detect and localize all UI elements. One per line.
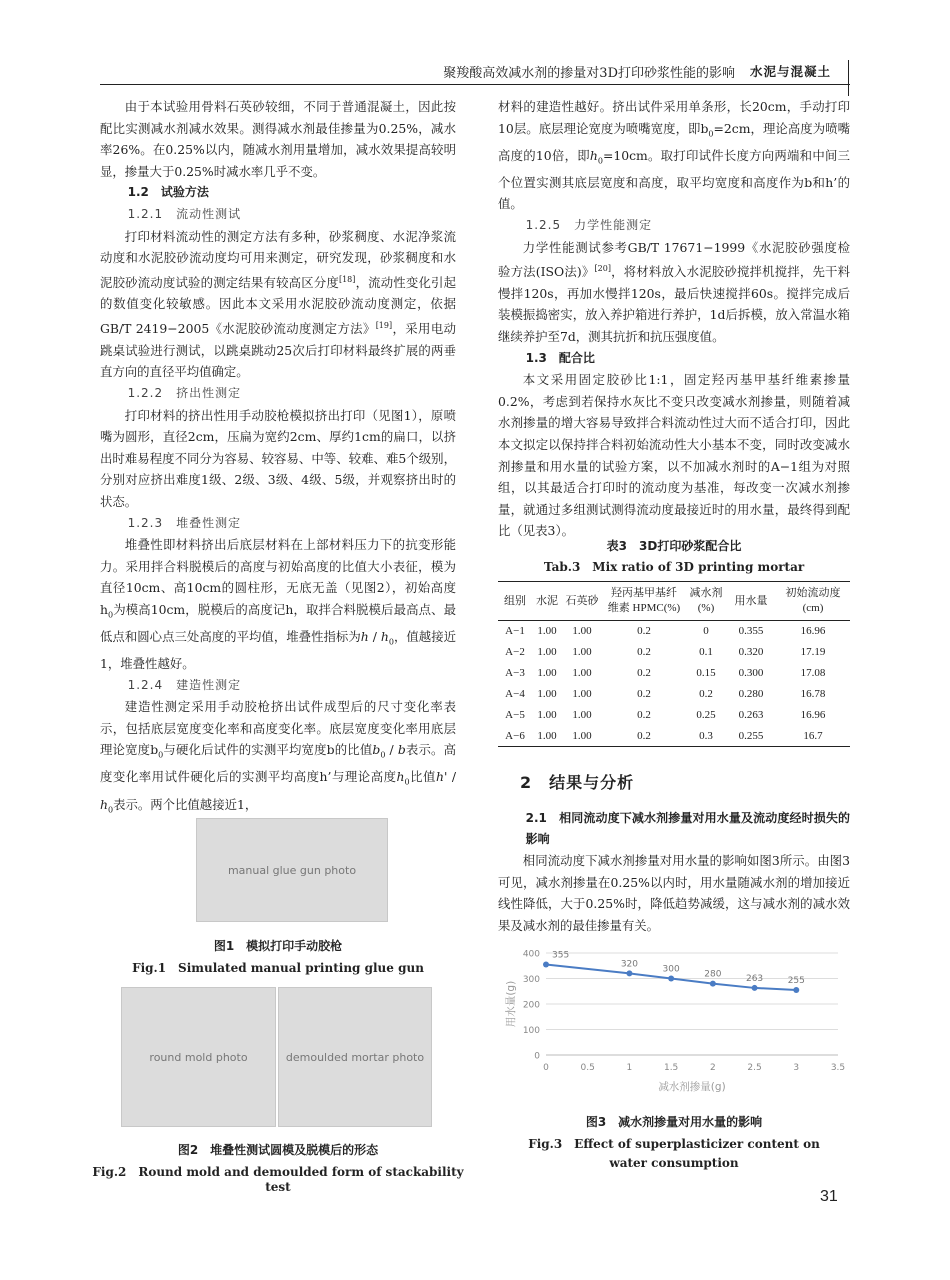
heading-1-2-4: 1.2.4 建造性测定 [127,677,242,692]
header-vertical-rule [848,60,849,96]
heading-2-1: 2.1 相同流动度下减水剂掺量对用水量及流动度经时损失的影响 [525,811,850,846]
ref-19: [19] [375,321,393,331]
data-point [710,981,716,987]
heading-1-2: 1.2 试验方法 [127,185,209,200]
paragraph-buildability-cont: 材料的建造性越好。挤出试件采用单条形，长20cm，手动打印10层。底层理论宽度为喷嘴宽度，即$b_0=2cm$，理论高度为喷嘴高度的10倍，即$h_0=10cm$。取打印试件长度方向两端和中间三个位置实测其底层宽度和高度，取平均宽度和高度作为b和h’的值。 [498,99,850,212]
paragraph-sp-effect: 由于本试验用骨料石英砂较细，不同于普通混凝土，因此按配比实测减水剂减水效果。测得减水剂最佳掺量为0.25%，减水率26%。在0.25%以内，随减水剂用量增加，减水效果提高较明显，掺量大于0.25%时减水率几乎不变。 [100,99,456,179]
figure1-caption-en: Fig.1 Simulated manual printing glue gun [132,961,424,975]
x-tick-label: 1 [626,1063,633,1073]
table-row: A−6 1.00 1.00 0.2 0.3 0.255 16.7 [498,726,850,747]
data-label: 320 [620,959,639,970]
data-point [543,961,549,967]
data-label: 263 [745,973,764,984]
table-header-row [498,582,850,621]
col-cement: 水泥 [532,582,562,621]
header-rule [100,84,850,85]
x-tick-label: 0.5 [580,1063,595,1073]
table-row: A−3 1.00 1.00 0.2 0.15 0.300 17.08 [505,667,826,679]
paragraph-buildability: 建造性测定采用手动胶枪挤出试件成型后的尺寸变化率表示，包括底层宽度变化率和高度变化率。底层宽度变化率用底层理论宽度$b_0$与硬化后试件的实测平均宽度b的比值$b_0$ / b表示。高度变化率用试件硬化后的实测平均高度h’与理论高度$h_0$比值h' / $h_0$表示。两个比值越接近1， [100,699,456,814]
table3 [498,581,850,747]
table-row: A−4 1.00 1.00 0.2 0.2 0.280 16.78 [505,688,826,700]
data-label: 255 [787,975,805,986]
table-row: A−1 1.00 1.00 0.2 0 0.355 16.96 [505,625,826,638]
x-axis-label: 减水剂掺量(g) [658,1081,726,1093]
y-axis-label: 用水量(g) [505,980,517,1028]
left-column [100,96,456,821]
ref-20: [20] [594,264,611,274]
heading-1-2-1: 1.2.1 流动性测试 [127,206,242,221]
figure3-caption-zh: 图3 减水剂掺量对用水量的影响 [585,1115,763,1129]
figure3-caption-en-1: Fig.3 Effect of superplasticizer content on [528,1137,820,1151]
col-group: 组别 [498,582,532,621]
y-tick-label: 100 [522,1026,540,1036]
paragraph-fluidity: 打印材料流动性的测定方法有多种，砂浆稠度、水泥净浆流动度和水泥胶砂流动度均可用来测定，研究发现，砂浆稠度和水泥胶砂流动度试验的测定结果有较高区分度[18]，流动性变化引起的数值变化较敏感。因此本文采用水泥胶砂流动度测定，依据GB/T 2419−2005《水泥胶砂流动度测定方法》[19]，采用电动跳桌试验进行测试，以跳桌跳动25次后打印材料最终扩展的两垂直方向的直径平均值确定。 [100,228,457,380]
figure2-caption-en: Fig.2 Round mold and demoulded form of stackability test [92,1165,464,1194]
x-tick-label: 2 [709,1063,716,1073]
col-hpmc: 羟丙基甲基纤 维素 HPMC(%) [602,582,686,621]
section2-body [498,808,850,936]
data-label: 300 [662,964,680,975]
heading-1-2-3: 1.2.3 堆叠性测定 [127,515,242,530]
col-flow: 初始流动度 (cm) [776,582,850,621]
heading-1-2-2: 1.2.2 挤出性测定 [127,385,242,400]
data-point [668,976,674,982]
data-label: 280 [704,969,722,980]
table3-caption-zh: 表3 3D打印砂浆配合比 [606,539,742,553]
x-tick-label: 1.5 [663,1063,679,1073]
figure2-caption-zh: 图2 堆叠性测试圆模及脱模后的形态 [177,1143,379,1157]
col-superplasticizer: 减水剂 (%) [686,582,726,621]
heading-1-2-5: 1.2.5 力学性能测定 [525,217,653,232]
y-tick-label: 400 [522,949,540,960]
paragraph-mechanical: 力学性能测试参考GB/T 17671−1999《水泥胶砂强度检验方法(ISO法)》[20]，将材料放入水泥胶砂搅拌机搅拌，先干料慢拌120s，再加水慢拌120s，最后快速搅拌60s。搅拌完成后装模振捣密实，放入养护箱进行养护，1d后拆模，放入常温水箱继续养护至7d，测其抗折和抗压强度值。 [498,239,851,344]
data-point [793,987,799,993]
figure1-image: manual glue gun photo [196,818,388,922]
right-column [498,96,850,542]
table-row: A−2 1.00 1.00 0.2 0.1 0.320 17.19 [505,646,826,658]
heading-section-2: 2 结果与分析 [520,773,635,792]
figure2b-image: demoulded mortar photo [278,987,432,1127]
data-label: 355 [552,950,570,961]
page-number: 31 [820,1188,838,1205]
data-point [626,970,632,976]
paragraph-extrudability: 打印材料的挤出性用手动胶枪模拟挤出打印（见图1），原喷嘴为圆形，直径2cm，压扁为宽约2cm、厚约1cm的扁口，以挤出时难易程度不同分为容易、较容易、中等、较难、难5个级别，分别对应挤出难度1级、2级、3级、4级、5级，并观察挤出时的状态。 [100,407,456,509]
y-tick-label: 300 [522,975,540,985]
x-tick-label: 0 [543,1063,549,1073]
col-sand: 石英砂 [562,582,602,621]
x-tick-label: 3 [793,1063,800,1073]
x-tick-label: 2.5 [747,1063,762,1073]
table-row: A−5 1.00 1.00 0.2 0.25 0.263 16.96 [505,709,826,721]
figure3-chart [500,945,850,1100]
paragraph-stackability: 堆叠性即材料挤出后底层材料在上部材料压力下的抗变形能力。采用拌合料脱模后的高度与初始高度的比值大小表征，模为直径10cm、高10cm的圆柱形，无底无盖（见图2），初始高度$h_0$为模高10cm，脱模后的高度记h，取拌合料脱模后最高点、最低点和圆心点三处高度的平均值，堆叠性指标为h / $h_0$，值越接近1，堆叠性越好。 [100,537,457,672]
data-point [752,985,758,991]
paragraph-results: 相同流动度下减水剂掺量对用水量的影响如图3所示。由图3可见，减水剂掺量在0.25%以内时，用水量随减水剂的增加接近线性降低，大于0.25%时，降低趋势减缓，这与减水剂的减水效果及减水剂的最佳掺量有关。 [498,853,850,933]
journal-name: 水泥与混凝土 [750,64,832,79]
figure3-caption-en-2: water consumption [609,1156,739,1170]
running-title: 聚羧酸高效减水剂的掺量对3D打印砂浆性能的影响 [443,66,735,81]
col-water: 用水量 [726,582,776,621]
y-tick-label: 0 [534,1051,540,1062]
x-tick-label: 3.5 [830,1063,846,1073]
paragraph-mix-ratio: 本文采用固定胶砂比1:1，固定羟丙基甲基纤维素掺量0.2%，考虑到若保持水灰比不变只改变减水剂掺量，则随着减水剂掺量的增大容易导致拌合料流动性过大而不适合打印，因此本文拟定以保持拌合料初始流动性大小基本不变，同时改变减水剂掺量和用水量的试验方案，以不加减水剂时的A−1组为对照组，以其最适合打印时的流动度为基准，每改变一次减水剂掺量，就通过多组测试测得流动度最接近时的用水量，最终得到配比（见表3）。 [498,372,850,539]
figure2a-image: round mold photo [121,987,276,1127]
ref-18: [18] [338,274,356,284]
heading-1-3: 1.3 配合比 [525,350,595,365]
y-tick-label: 200 [522,1000,540,1011]
figure1-caption-zh: 图1 模拟打印手动胶枪 [213,939,343,953]
table3-caption-en: Tab.3 Mix ratio of 3D printing mortar [543,560,805,574]
